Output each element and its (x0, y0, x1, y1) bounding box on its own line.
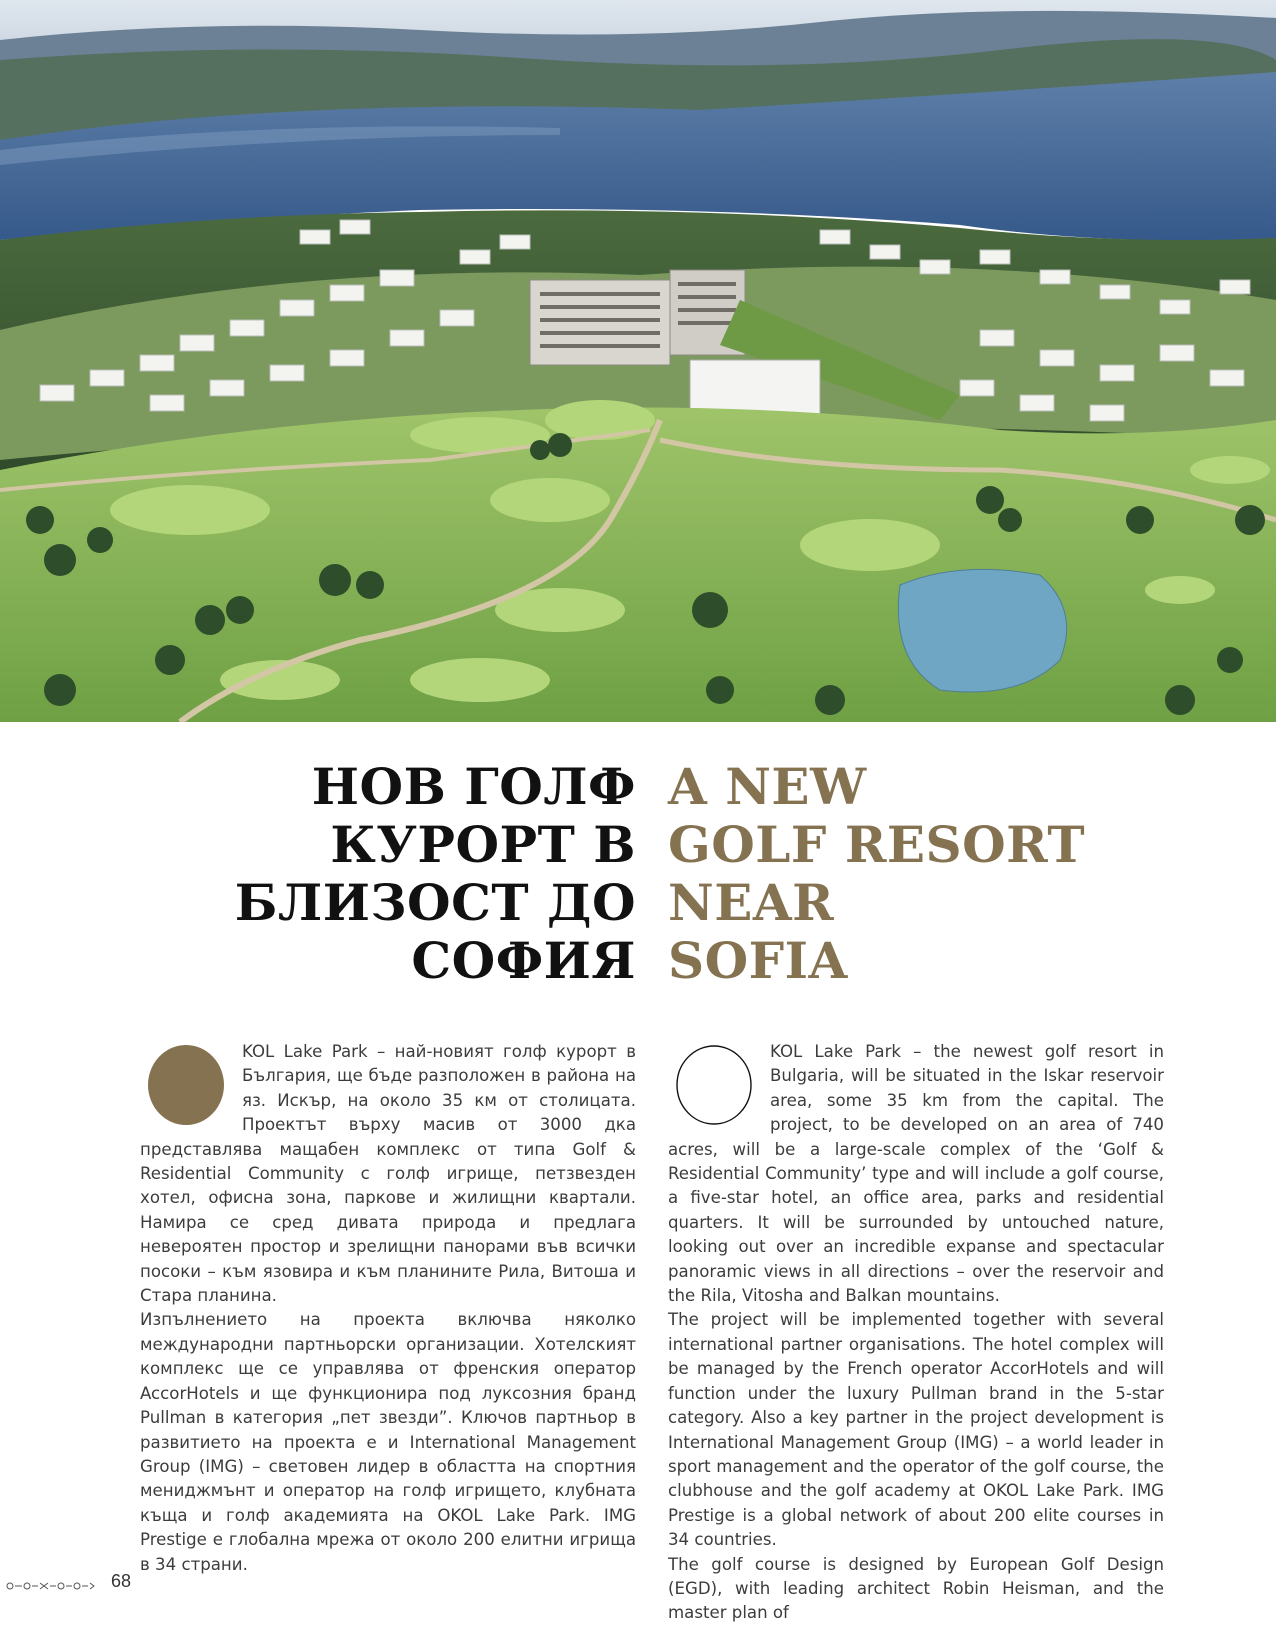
article-column-english (668, 1040, 1164, 1626)
headline-en-line: SOFIA (668, 931, 848, 990)
article-column-bulgarian (140, 1040, 636, 1577)
aerial-resort-photo-icon (0, 0, 1276, 722)
headline-en-line: A NEW (668, 757, 867, 816)
paragraph: The project will be implemented together with several international partner organisations. The hotel complex will be managed by the French operator AccorHotels and will function under the luxury Pullman brand in the 5-star category. Also a key partner in the project development is International Management Group (IMG) – a world leader in sport management and the operator of the golf course, the clubhouse and the golf academy at OKOL Lake Park. IMG Prestige is a global network of about 200 elite courses in 34 countries. (668, 1310, 1164, 1550)
hero-photo (0, 0, 1276, 722)
headline-bg-line: СОФИЯ (411, 931, 636, 990)
headline-english (668, 758, 1228, 990)
headline-bg-line: БЛИЗОСТ ДО (234, 873, 636, 932)
page-footer (0, 1568, 200, 1598)
headline-bulgarian (76, 758, 636, 990)
headline-en-line: GOLF RESORT (668, 815, 1086, 874)
paragraph: KOL Lake Park – the newest golf resort in Bulgaria, will be situated in the Iskar reservoir area, some 35 km from the capital. The project, to be developed on an area of 740 acres, will be a large-scale complex of the ‘Golf & Residential Community’ type and will include a golf course, a five-star hotel, an office area, parks and residential quarters. It will be surrounded by untouched nature, looking out over an incredible expanse and spectacular panoramic views in all directions – over the reservoir and the Rila, Vitosha and Balkan mountains. (668, 1042, 1164, 1306)
paragraph: KOL Lake Park – най-новият голф курорт в България, ще бъде разположен в района на яз. Искър, на около 35 км от столицата. Проектът върху масив от 3000 дка представлява мащабен комплекс от типа Golf & Residential Community с голф игрище, петзвезден хотел, офисна зона, паркове и жилищни квартали. Намира се сред дивата природа и предлага невероятен простор и зрелищни панорами във всички посоки – към язовира и към планините Рила, Витоша и Стара планина. (140, 1042, 636, 1306)
dropcap-o-filled-icon (140, 1042, 232, 1128)
dropcap-o-outline-icon (668, 1042, 760, 1128)
headline-bg-line: НОВ ГОЛФ (311, 757, 636, 816)
paragraph: Изпълнението на проекта включва няколко международни партньорски организации. Хотелският комплекс ще се управлява от френския оператор AccorHotels и ще функционира под луксозния бранд Pullman в категория „пет звезди”. Ключов партньор в развитието на проекта е и International Management Group (IMG) – световен лидер в областта на спортния мениджмънт и оператор на голф игрището, клубната къща и голф академията на OKOL Lake Park. IMG Prestige е глобална мрежа от около 200 елитни игрища в 34 страни. (140, 1310, 636, 1574)
page-number: 68 (111, 1571, 132, 1591)
decorative-ornament-icon (4, 1580, 100, 1592)
paragraph: The golf course is designed by European Golf Design (EGD), with leading architect Robin Heisman, and the master plan of (668, 1554, 1164, 1623)
headline-bg-line: КУРОРТ В (330, 815, 636, 874)
headline-en-line: NEAR (668, 873, 835, 932)
